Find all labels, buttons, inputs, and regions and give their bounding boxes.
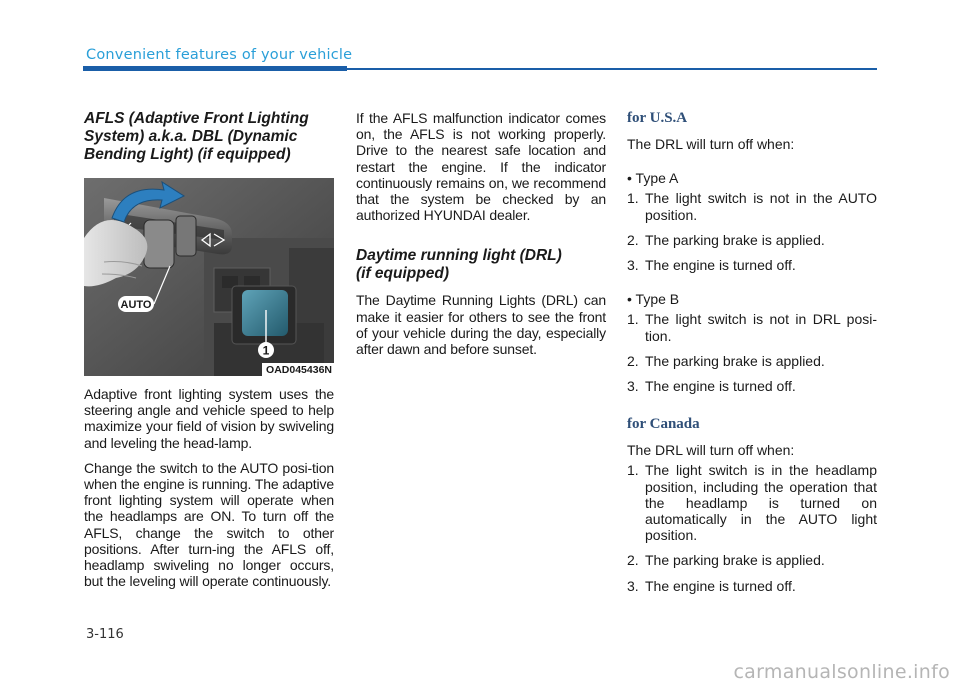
- column-3: [627, 110, 877, 603]
- type-a-item-1: 1. The light switch is not in the AUTO position.: [627, 190, 877, 223]
- page-number: 3-116: [86, 627, 124, 642]
- type-b-item-1: 1. The light switch is not in DRL posi-tion.: [627, 311, 877, 344]
- type-b-label: • Type B: [627, 291, 680, 308]
- type-a-label: • Type A: [627, 170, 679, 187]
- canada-item-2: 2. The parking brake is applied.: [627, 552, 825, 569]
- watermark: carmanualsonline.info: [733, 661, 950, 683]
- column-2: [356, 110, 606, 366]
- callout-number: 1: [262, 343, 270, 358]
- type-b-item-2: 2. The parking brake is applied.: [627, 352, 825, 369]
- afls-heading: AFLS (Adaptive Front Lighting System) a.k.a. DBL (Dynamic Bending Light) (if equipped): [84, 110, 309, 163]
- type-b-item-3: 3. The engine is turned off.: [627, 378, 796, 395]
- drl-paragraph: The Daytime Running Lights (DRL) can make it easier for others to see the front of your vehicle during the day, especially after dawn and before sunset.: [356, 292, 606, 358]
- usa-heading: for U.S.A: [627, 110, 688, 126]
- drl-heading: Daytime running light (DRL) (if equipped): [356, 247, 562, 283]
- canada-item-1: 1. The light switch is in the headlamp position, including the operation that the headlamp is turned on automatically in the AUTO light position.: [627, 462, 877, 544]
- canada-intro: The DRL will turn off when:: [627, 442, 795, 459]
- canada-heading: for Canada: [627, 416, 700, 433]
- afls-paragraph-2: Change the switch to the AUTO posi-tion when the engine is running. The adaptive front lighting system will operate when the headlamps are ON. To turn off the AFLS, change the switch to other positions. After turn-ing the AFLS off, headlamp swiveling no longer occurs, but the leveling will operate continuously.: [84, 459, 334, 590]
- column-1: [84, 110, 334, 598]
- afls-switch-illustration: [84, 178, 334, 376]
- canada-item-3: 3. The engine is turned off.: [627, 577, 796, 594]
- header-rule: [347, 68, 877, 70]
- afls-switch-figure: [84, 178, 334, 376]
- usa-intro: The DRL will turn off when:: [627, 136, 795, 152]
- header-bar: [83, 66, 347, 71]
- auto-label: AUTO: [120, 299, 152, 311]
- section-header-title: Convenient features of your vehicle: [86, 47, 353, 63]
- afls-malfunction-paragraph: If the AFLS malfunction indicator comes on, the AFLS is not working properly. Drive to the nearest safe location and restart the engine. If the indicator continuously remains on, we recommend that the system be checked by an authorized HYUNDAI dealer.: [356, 110, 606, 224]
- type-a-item-2: 2. The parking brake is applied.: [627, 231, 825, 248]
- type-a-item-3: 3. The engine is turned off.: [627, 257, 796, 274]
- figure-code: OAD045436N: [262, 363, 334, 376]
- afls-paragraph-1: Adaptive front lighting system uses the steering angle and vehicle speed to help maximize your field of vision by swiveling and leveling the head-lamp.: [84, 386, 334, 451]
